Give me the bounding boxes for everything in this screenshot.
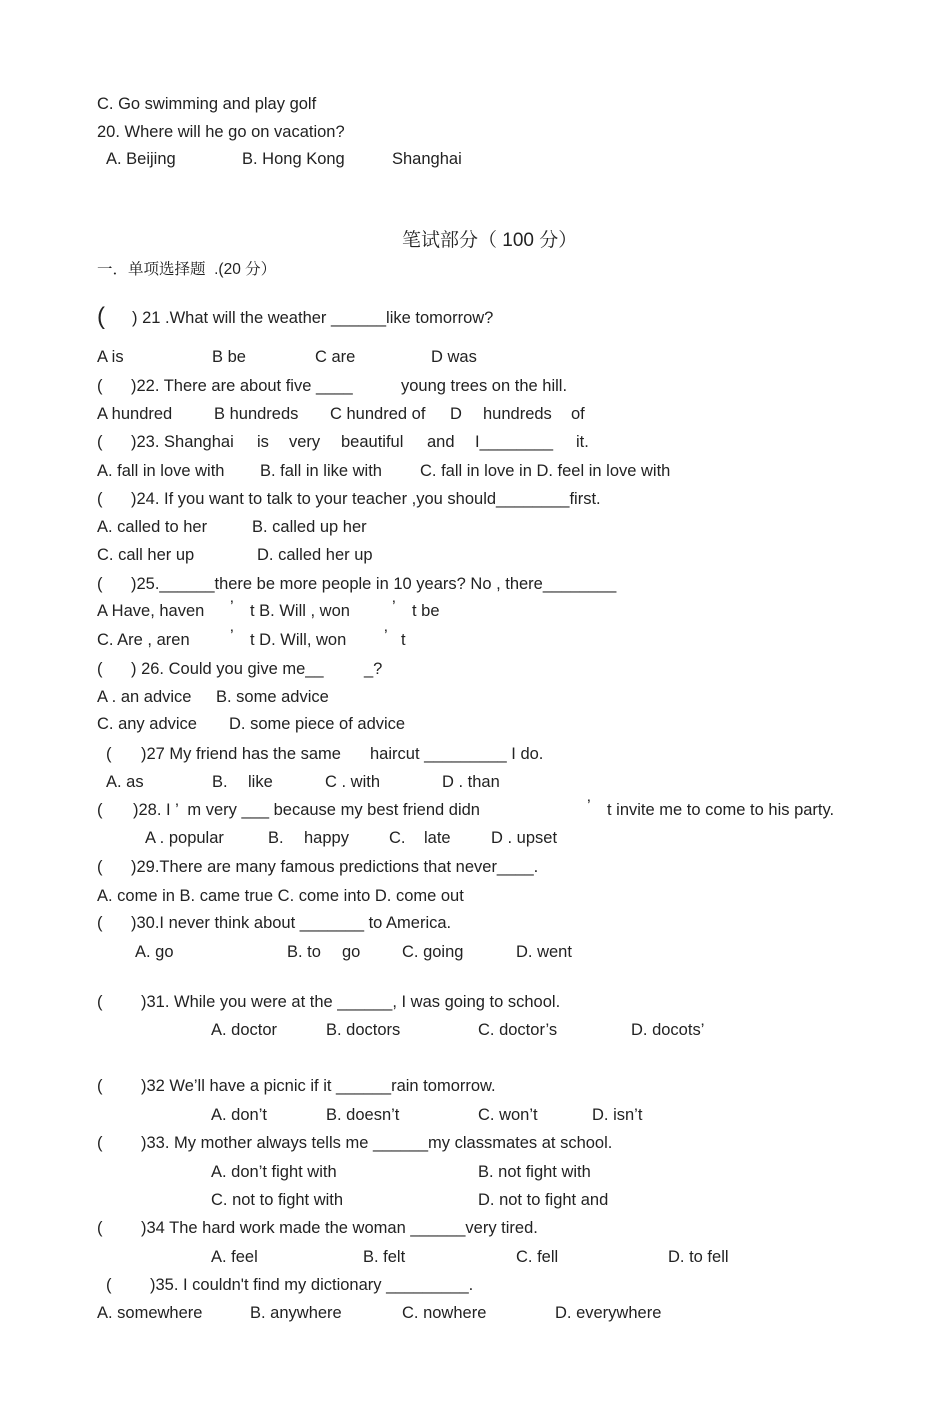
- answer-paren: (: [97, 660, 103, 678]
- option-b: B. to: [287, 943, 321, 961]
- question-stem-cont: _?: [364, 660, 383, 678]
- option-c: C. Are , aren: [97, 631, 190, 649]
- question-stem: )31. While you were at the ______, I was going to school.: [141, 993, 561, 1011]
- option-d: D. went: [516, 943, 572, 961]
- question-stem: )27 My friend has the same: [141, 745, 341, 763]
- option-c: C. any advice: [97, 715, 197, 733]
- option-b: B. doctors: [326, 1021, 401, 1039]
- option-b-text: like: [248, 773, 273, 791]
- answer-paren: (: [97, 801, 103, 819]
- option-a: A. don’t: [211, 1106, 267, 1124]
- option-b: B be: [212, 348, 246, 366]
- option-b-text: happy: [304, 829, 349, 847]
- option-b: B. Hong Kong: [242, 150, 345, 168]
- option-line: A. come in B. came true C. come into D. come out: [97, 887, 464, 905]
- question-stem: )29.There are many famous predictions that never____.: [131, 858, 539, 876]
- option-b: t B. Will , won: [250, 602, 350, 620]
- apostrophe: ’: [587, 797, 591, 815]
- question-word: and: [427, 433, 455, 451]
- option-a: A. go: [135, 943, 174, 961]
- option-c: C. call her up: [97, 546, 195, 564]
- question-stem: ) 21 .What will the weather ______like tomorrow?: [132, 309, 494, 327]
- question-stem: )34 The hard work made the woman ______very tired.: [141, 1219, 538, 1237]
- option-c: Shanghai: [392, 150, 462, 168]
- option-c: C. doctor’s: [478, 1021, 558, 1039]
- option-b-text: t be: [412, 602, 440, 620]
- apostrophe: ’: [384, 627, 388, 645]
- option-a: A. called to her: [97, 518, 208, 536]
- option-d-text: t: [401, 631, 406, 649]
- answer-paren: (: [97, 858, 103, 876]
- answer-paren: (: [97, 575, 103, 593]
- question-word: very: [289, 433, 321, 451]
- answer-paren: (: [97, 914, 103, 932]
- option-d: D. isn’t: [592, 1106, 643, 1124]
- option-c: C. fell: [516, 1248, 559, 1266]
- answer-paren: (: [97, 377, 103, 395]
- answer-paren: (: [97, 490, 103, 508]
- option-b: B.: [212, 773, 228, 791]
- question-stem: )33. My mother always tells me ______my classmates at school.: [141, 1134, 613, 1152]
- option-b: B. not fight with: [478, 1163, 591, 1181]
- option-d: D. to fell: [668, 1248, 729, 1266]
- question-stem: )30.I never think about _______ to America.: [131, 914, 452, 932]
- option-d: D . than: [442, 773, 500, 791]
- answer-paren: (: [97, 1077, 103, 1095]
- option-d-text: hundreds: [483, 405, 552, 423]
- option-a: A. don’t fight with: [211, 1163, 337, 1181]
- apostrophe: ’: [230, 598, 234, 616]
- option-d: D. called her up: [257, 546, 373, 564]
- question-word: beautiful: [341, 433, 404, 451]
- apostrophe: ’: [392, 598, 396, 616]
- option-c: C.: [389, 829, 406, 847]
- option-line: C. Go swimming and play golf: [97, 95, 317, 113]
- question-word: it.: [576, 433, 589, 451]
- question-stem: )32 We’ll have a picnic if it ______rain tomorrow.: [141, 1077, 496, 1095]
- question-stem: ) 26. Could you give me__: [131, 660, 324, 678]
- option-b: B.: [268, 829, 284, 847]
- option-d: D. some piece of advice: [229, 715, 406, 733]
- option-a: A . an advice: [97, 688, 192, 706]
- answer-paren: (: [97, 303, 105, 330]
- option-b: B. fall in like with: [260, 462, 382, 480]
- answer-paren: (: [106, 745, 112, 763]
- question-stem-cont: young trees on the hill.: [401, 377, 568, 395]
- option-a: A . popular: [145, 829, 224, 847]
- answer-paren: (: [106, 1276, 112, 1294]
- question-stem: )23. Shanghai: [131, 433, 234, 451]
- option-b: B. doesn’t: [326, 1106, 400, 1124]
- option-b: B. called up her: [252, 518, 367, 536]
- option-c-text: late: [424, 829, 451, 847]
- option-d: D. not to fight and: [478, 1191, 609, 1209]
- option-a: A. fall in love with: [97, 462, 225, 480]
- option-a: A hundred: [97, 405, 173, 423]
- question-stem: )24. If you want to talk to your teacher ,you should________first.: [131, 490, 601, 508]
- question-stem: )25.______there be more people in 10 years? No , there________: [131, 575, 617, 593]
- question-stem: )35. I couldn't find my dictionary _________.: [150, 1276, 474, 1294]
- option-b: B hundreds: [214, 405, 299, 423]
- option-a: A. somewhere: [97, 1304, 203, 1322]
- option-a: A. as: [106, 773, 144, 791]
- apostrophe: ’: [230, 627, 234, 645]
- question-stem-cont: t invite me to come to his party.: [607, 801, 835, 819]
- option-c: C. going: [402, 943, 464, 961]
- option-d: D . upset: [491, 829, 558, 847]
- option-c: C. won’t: [478, 1106, 538, 1124]
- answer-paren: (: [97, 1219, 103, 1237]
- question-word: is: [257, 433, 269, 451]
- option-c: C. nowhere: [402, 1304, 487, 1322]
- option-d: D. everywhere: [555, 1304, 662, 1322]
- question-word: I________: [475, 433, 553, 451]
- option-c: C. fall in love in D. feel in love with: [420, 462, 671, 480]
- option-b: B. felt: [363, 1248, 406, 1266]
- answer-paren: (: [97, 1134, 103, 1152]
- option-d: D: [450, 405, 462, 423]
- option-d-text: of: [571, 405, 585, 423]
- option-d: D was: [431, 348, 477, 366]
- option-c: C. not to fight with: [211, 1191, 344, 1209]
- part-heading: 一．单项选择题 .(20 分）: [97, 261, 277, 278]
- option-b-text: go: [342, 943, 361, 961]
- option-c: C . with: [325, 773, 381, 791]
- option-a: A Have, haven: [97, 602, 205, 620]
- option-a: A is: [97, 348, 124, 366]
- question-stem: 20. Where will he go on vacation?: [97, 123, 345, 141]
- option-a: A. feel: [211, 1248, 258, 1266]
- option-d: t D. Will, won: [250, 631, 347, 649]
- question-stem: )22. There are about five ____: [131, 377, 353, 395]
- option-c: C are: [315, 348, 356, 366]
- option-c: C hundred of: [330, 405, 426, 423]
- option-b: B. some advice: [216, 688, 329, 706]
- answer-paren: (: [97, 993, 103, 1011]
- answer-paren: (: [97, 433, 103, 451]
- option-a: A. doctor: [211, 1021, 278, 1039]
- option-b: B. anywhere: [250, 1304, 342, 1322]
- option-a: A. Beijing: [106, 150, 176, 168]
- question-stem-cont: haircut _________ I do.: [370, 745, 544, 763]
- question-stem: )28. I ’ m very ___ because my best friend didn: [133, 801, 480, 819]
- section-title: 笔试部分（ 100 分）: [402, 230, 578, 251]
- option-d: D. docots’: [631, 1021, 705, 1039]
